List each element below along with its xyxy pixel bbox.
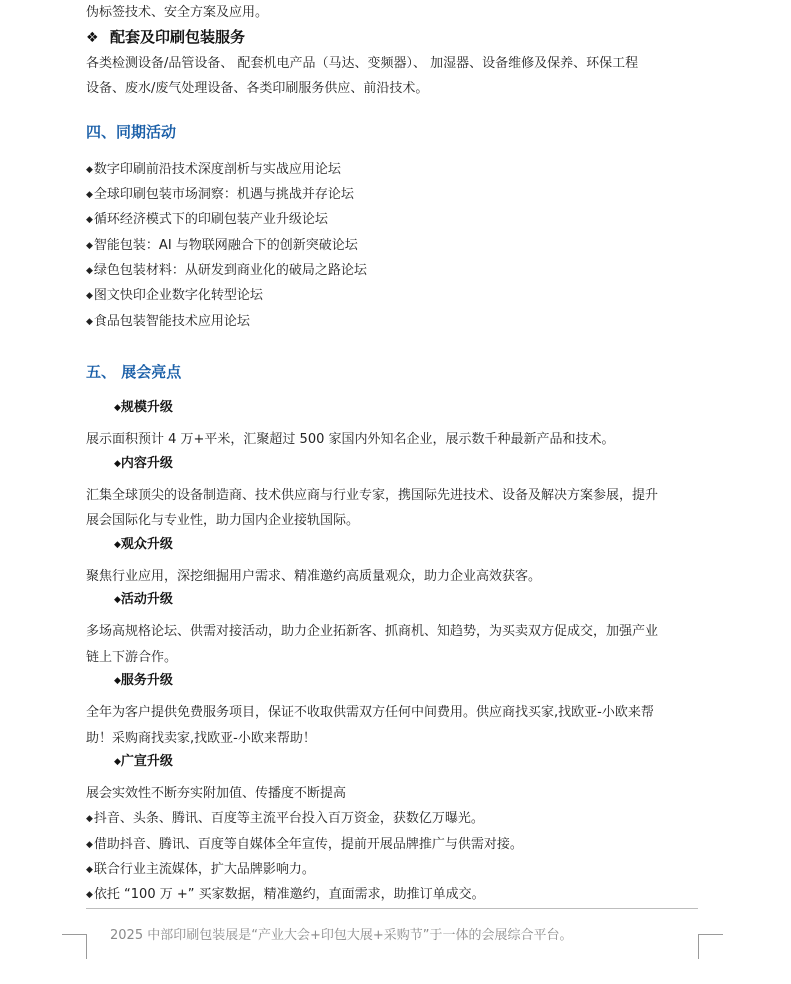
services-line-2: 设备、废水/废气处理设备、各类印刷服务供应、前沿技术。 — [86, 81, 429, 96]
bullet-icon: ◆ — [86, 291, 93, 301]
highlight-text: 全年为客户提供免费服务项目，保证不收取供需双方任何中间费用。供应商找买家,找欧亚-小欧来帮 — [86, 705, 654, 720]
bullet-icon: ◆ — [86, 241, 93, 251]
bullet-icon: ◆ — [86, 865, 93, 875]
highlight-text: 聚焦行业应用，深挖细掘用户需求、精准邀约高质量观众，助力企业高效获客。 — [86, 569, 542, 584]
activity-item: ◆绿色包装材料：从研发到商业化的破局之路论坛 — [86, 263, 367, 278]
bullet-icon: ◆ — [114, 459, 121, 469]
bullet-icon: ◆ — [86, 215, 93, 225]
highlight-heading: ◆服务升级 — [114, 673, 173, 688]
highlight-text: 多场高规格论坛、供需对接活动，助力企业拓新客、抓商机、知趋势，为买卖双方促成交，加强产业 — [86, 624, 659, 639]
bullet-icon: ◆ — [86, 840, 93, 850]
services-heading-text: 配套及印刷包装服务 — [110, 28, 246, 46]
activity-item: ◆图文快印企业数字化转型论坛 — [86, 288, 263, 303]
services-heading — [86, 27, 245, 48]
footer-divider — [86, 908, 698, 909]
page-corner-mark-right — [698, 934, 723, 959]
highlight-text: 展示面积预计 4 万+平米，汇聚超过 500 家国内外知名企业，展示数千种最新产品和技术。 — [86, 432, 615, 447]
activity-item: ◆数字印刷前沿技术深度剖析与实战应用论坛 — [86, 162, 341, 177]
highlight-text: 助！采购商找卖家,找欧亚-小欧来帮助！ — [86, 731, 316, 746]
publicity-item: ◆依托 “100 万 +” 买家数据，精准邀约，直面需求，助推订单成交。 — [86, 887, 485, 902]
activity-item: ◆食品包装智能技术应用论坛 — [86, 314, 250, 329]
bullet-icon: ◆ — [114, 757, 121, 767]
diamond-bullet-icon: ❖ — [86, 30, 99, 46]
services-line-1: 各类检测设备/品管设备、 配套机电产品（马达、变频器）、 加湿器、设备维修及保养、环保工程 — [86, 56, 639, 71]
publicity-item: ◆联合行业主流媒体，扩大品牌影响力。 — [86, 862, 315, 877]
bullet-icon: ◆ — [86, 814, 93, 824]
highlight-heading: ◆规模升级 — [114, 400, 173, 415]
publicity-item: ◆借助抖音、腾讯、百度等自媒体全年宣传，提前开展品牌推广与供需对接。 — [86, 837, 523, 852]
bullet-icon: ◆ — [86, 190, 93, 200]
bullet-icon: ◆ — [86, 266, 93, 276]
highlight-text: 展会实效性不断夯实附加值、传播度不断提高 — [86, 786, 347, 801]
highlight-text: 链上下游合作。 — [86, 650, 178, 665]
section-5-title: 五、 展会亮点 — [86, 363, 182, 381]
footer-text: 2025 中部印刷包装展是“产业大会+印包大展+采购节”于一体的会展综合平台。 — [110, 928, 573, 943]
section-4-title: 四、同期活动 — [86, 123, 177, 141]
bullet-icon: ◆ — [86, 165, 93, 175]
intro-continuation: 伪标签技术、安全方案及应用。 — [86, 5, 269, 20]
bullet-icon: ◆ — [86, 890, 93, 900]
bullet-icon: ◆ — [114, 540, 121, 550]
highlight-heading: ◆广宣升级 — [114, 754, 173, 769]
activity-item: ◆全球印刷包装市场洞察：机遇与挑战并存论坛 — [86, 187, 354, 202]
highlight-heading: ◆内容升级 — [114, 456, 173, 471]
bullet-icon: ◆ — [114, 403, 121, 413]
publicity-item: ◆抖音、头条、腾讯、百度等主流平台投入百万资金，获数亿万曝光。 — [86, 811, 484, 826]
bullet-icon: ◆ — [114, 595, 121, 605]
highlight-text: 展会国际化与专业性，助力国内企业接轨国际。 — [86, 513, 360, 528]
page-corner-mark-left — [62, 934, 87, 959]
bullet-icon: ◆ — [86, 317, 93, 327]
highlight-heading: ◆活动升级 — [114, 592, 173, 607]
activity-item: ◆智能包装：AI 与物联网融合下的创新突破论坛 — [86, 238, 358, 253]
activity-item: ◆循环经济模式下的印刷包装产业升级论坛 — [86, 212, 328, 227]
highlight-heading: ◆观众升级 — [114, 537, 173, 552]
highlight-text: 汇集全球顶尖的设备制造商、技术供应商与行业专家，携国际先进技术、设备及解决方案参展，提升 — [86, 488, 659, 503]
bullet-icon: ◆ — [114, 676, 121, 686]
